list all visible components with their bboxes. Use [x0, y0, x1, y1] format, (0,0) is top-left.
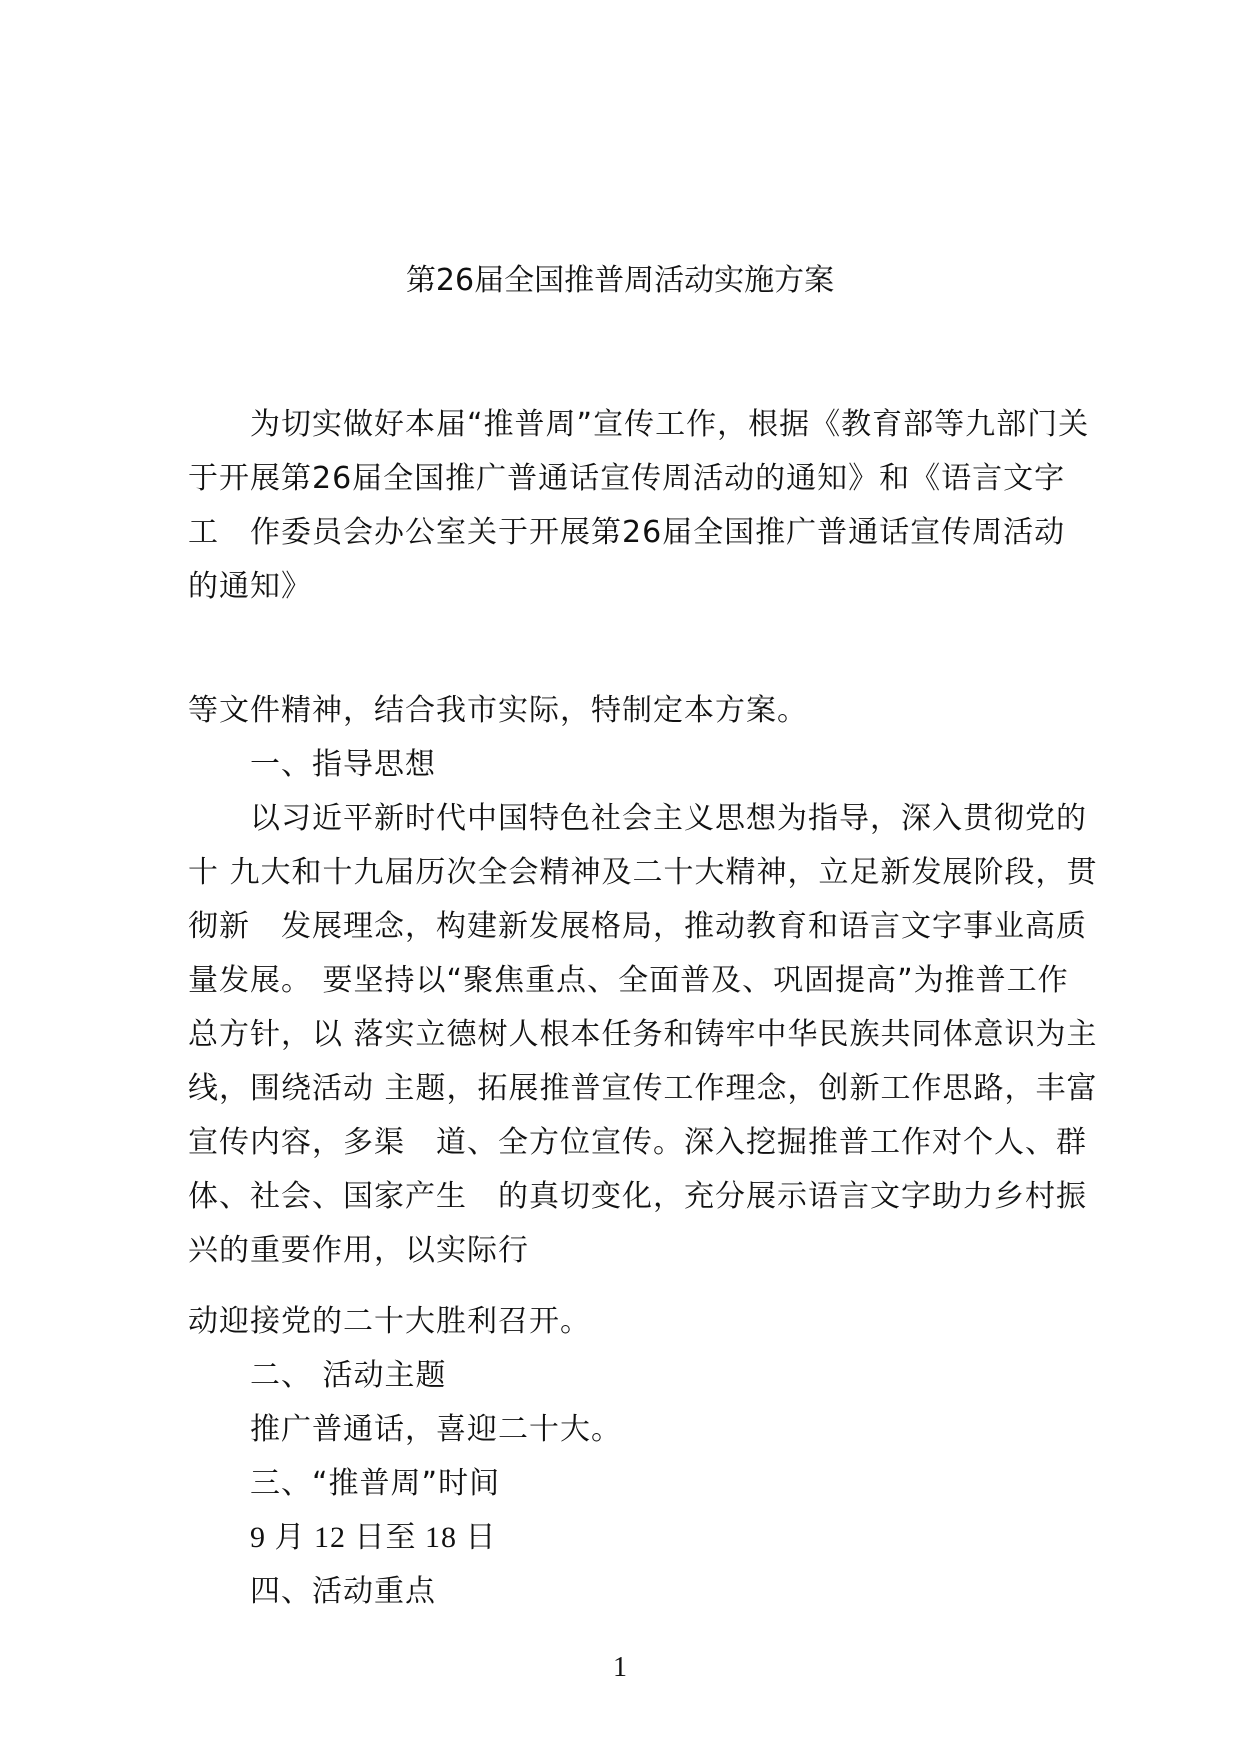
- section-heading-2: 二、 活动主题: [250, 1358, 447, 1393]
- section1-line: 以习近平新时代中国特色社会主义思想为指导，深入贯彻党的: [250, 801, 1087, 836]
- intro-line: 于开展第26届全国推广普通话宣传周活动的通知》和《语言文字: [188, 461, 1066, 496]
- intro-tail: 等文件精神，结合我市实际，特制定本方案。: [188, 693, 808, 728]
- section3-text: 9 月 12 日至 18 日: [250, 1521, 497, 1554]
- section-heading-1: 一、指导思想: [250, 747, 436, 782]
- section1-line: 体、社会、国家产生 的真切变化，充分展示语言文字助力乡村振: [188, 1179, 1087, 1214]
- intro-tail-block: [188, 684, 1068, 792]
- section1-line: 兴的重要作用，以实际行: [188, 1233, 529, 1268]
- section-heading-4: 四、活动重点: [250, 1574, 436, 1609]
- intro-line: 为切实做好本届“推普周”宣传工作，根据《教育部等九部门关: [250, 407, 1090, 442]
- section1-line: 宣传内容，多渠 道、全方位宣传。深入挖掘推普工作对个人、群: [188, 1125, 1087, 1160]
- intro-line: 的通知》: [188, 569, 312, 604]
- page-number: 1: [613, 1652, 627, 1683]
- section1-line: 量发展。 要坚持以“聚焦重点、全面普及、巩固提高”为推普工作: [188, 963, 1069, 998]
- intro-paragraph: [188, 398, 1090, 614]
- section1-line: 总方针，以 落实立德树人根本任务和铸牢中华民族共同体意识为主: [188, 1017, 1098, 1052]
- remaining-sections: [188, 1295, 1068, 1619]
- section1-line: 十 九大和十九届历次全会精神及二十大精神，立足新发展阶段，贯: [188, 855, 1098, 890]
- document-title: 第26届全国推普周活动实施方案: [405, 263, 835, 298]
- section2-text: 推广普通话，喜迎二十大。: [250, 1412, 622, 1447]
- section1-paragraph: [188, 792, 1098, 1278]
- section1-tail: 动迎接党的二十大胜利召开。: [188, 1304, 591, 1339]
- section-heading-3: 三、“推普周”时间: [250, 1466, 501, 1501]
- section1-line: 彻新 发展理念，构建新发展格局，推动教育和语言文字事业高质: [188, 909, 1087, 944]
- section1-line: 线，围绕活动 主题，拓展推普宣传工作理念，创新工作思路，丰富: [188, 1071, 1098, 1106]
- intro-line: 工 作委员会办公室关于开展第26届全国推广普通话宣传周活动: [188, 515, 1066, 550]
